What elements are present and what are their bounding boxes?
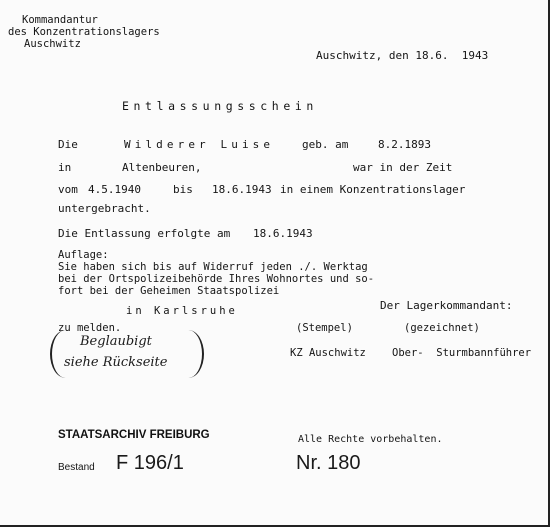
org-line-3: Auschwitz xyxy=(24,38,81,50)
die-label: Die xyxy=(58,138,78,151)
kz-label: KZ Auschwitz xyxy=(290,347,366,359)
auflage-line-1: Sie haben sich bis auf Widerruf jeden ./. Werktag xyxy=(58,261,368,273)
to-date: 18.6.1943 xyxy=(212,183,272,196)
org-line-2: des Konzentrationslagers xyxy=(8,26,160,38)
place-date: Auschwitz, den 18.6. 1943 xyxy=(316,49,489,62)
bestand-value: F 196/1 xyxy=(116,452,184,474)
from-date: 4.5.1940 xyxy=(88,183,141,196)
place-of-birth: Altenbeuren, xyxy=(122,161,202,174)
archive-name: STAATSARCHIV FREIBURG xyxy=(58,429,210,441)
handwritten-line-2: siehe Rückseite xyxy=(64,355,168,370)
birth-date: 8.2.1893 xyxy=(378,138,431,151)
camp-text: in einem Konzentrationslager xyxy=(280,183,466,196)
handwritten-line-1: Beglaubigt xyxy=(80,334,152,349)
in-label: in xyxy=(58,161,72,174)
geb-label: geb. am xyxy=(302,138,349,151)
city-text: in Karlsruhe xyxy=(126,305,238,317)
vom-label: vom xyxy=(58,183,78,196)
stamp-label: (Stempel) xyxy=(296,322,353,334)
bis-label: bis xyxy=(173,183,193,196)
auflage-label: Auflage: xyxy=(58,249,109,261)
person-name: Wilderer Luise xyxy=(124,138,275,151)
release-text: Die Entlassung erfolgte am xyxy=(58,227,231,240)
nr-value: Nr. 180 xyxy=(296,452,361,474)
org-line-1: Kommandantur xyxy=(22,14,98,26)
rights-text: Alle Rechte vorbehalten. xyxy=(298,434,443,445)
untergebracht-text: untergebracht. xyxy=(58,202,151,215)
release-date: 18.6.1943 xyxy=(253,227,313,240)
document-title: Entlassungsschein xyxy=(122,99,318,113)
war-label: war in der Zeit xyxy=(353,161,453,174)
zu-melden-text: zu melden. xyxy=(58,322,122,334)
auflage-line-3: fort bei der Geheimen Staatspolizei xyxy=(58,285,280,297)
signed-label: (gezeichnet) xyxy=(404,322,480,334)
bestand-label: Bestand xyxy=(58,462,95,473)
auflage-line-2: bei der Ortspolizeibehörde Ihres Wohnortes und so- xyxy=(58,273,375,285)
commandant-label: Der Lagerkommandant: xyxy=(380,299,513,312)
rank-text: Ober- Sturmbannführer xyxy=(392,347,532,359)
